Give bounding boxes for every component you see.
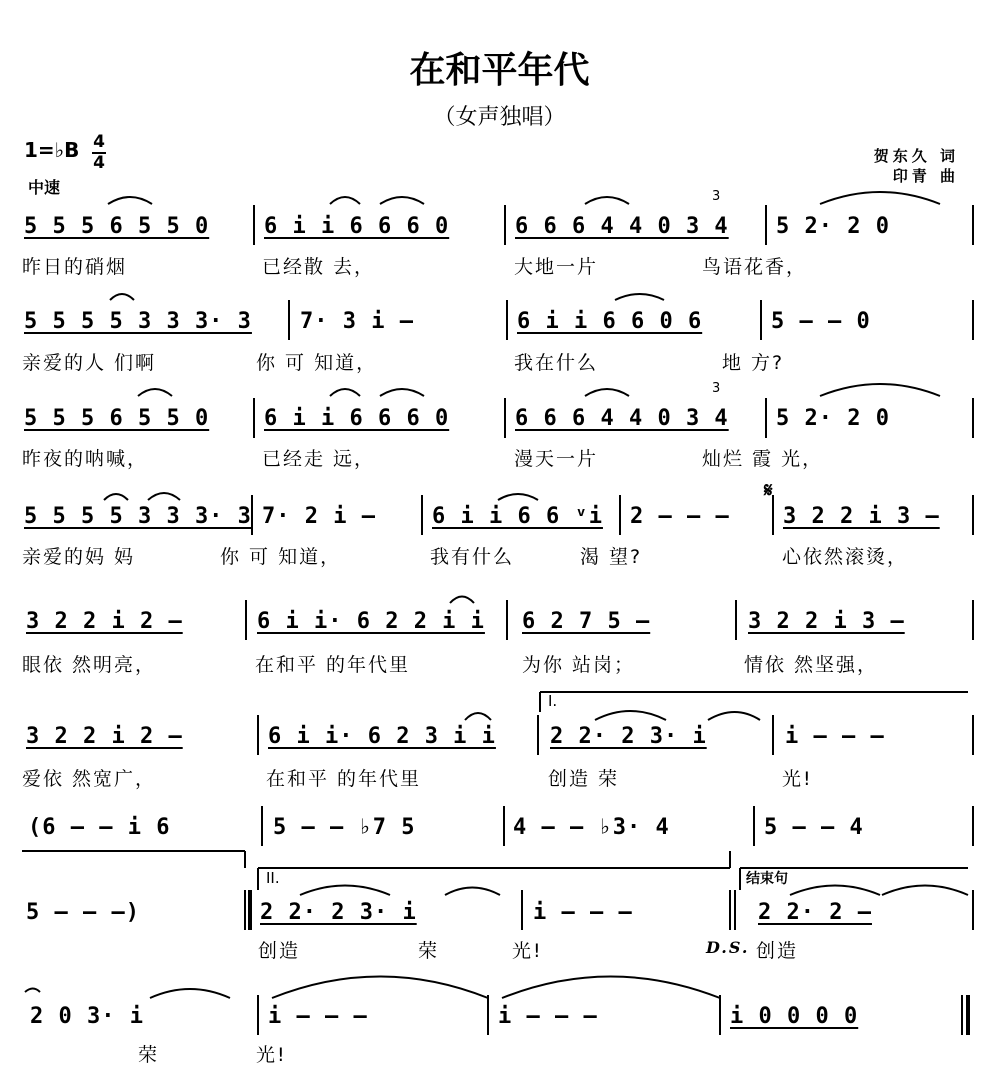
measure-notes: 6 6 6 4 4 0 3 4 xyxy=(515,214,729,239)
lyric: 地 方? xyxy=(722,352,785,374)
lyric: 爱依 然宽广， xyxy=(22,768,157,790)
measure-notes: 5 – – 4 xyxy=(764,815,864,840)
measure-notes: 6 i i 6 6 6 0 xyxy=(264,406,450,431)
lyric: 你 可 知道， xyxy=(256,352,378,374)
composer-credit: 印青 曲 xyxy=(892,167,959,185)
triplet-mark: 3 xyxy=(712,189,721,204)
measure-notes: 5 5 5 5 3 3 3· 3 xyxy=(24,309,252,334)
lyric: 在和平 的年代里 xyxy=(266,768,422,790)
measure-notes: 3 2 2 i 3 – xyxy=(783,504,940,529)
triplet-mark: 3 xyxy=(712,381,721,396)
lyric: 光! xyxy=(512,940,543,962)
dal-segno-mark: D.S. xyxy=(706,938,750,957)
lyric: 荣 xyxy=(418,940,440,962)
lyric: 光! xyxy=(782,768,813,790)
song-subtitle: （女声独唱） xyxy=(433,105,566,130)
lyric: 亲爱的人 们啊 xyxy=(22,352,157,374)
tempo-marking: 中速 xyxy=(28,178,61,197)
lyric: 你 可 知道， xyxy=(220,546,342,568)
measure-notes: 2 2· 2 – xyxy=(758,900,872,925)
measure-notes: 2 0 3· i xyxy=(30,1004,144,1029)
lyric: 大地一片 xyxy=(514,256,599,278)
measure-notes: 2 – – – xyxy=(630,504,730,529)
lyric: 创造 荣 xyxy=(548,768,620,790)
lyric: 在和平 的年代里 xyxy=(255,654,411,676)
measure-notes: i – – – xyxy=(498,1004,598,1029)
lyric: 昨日的硝烟 xyxy=(22,256,128,278)
measure-notes: 5 5 5 6 5 5 0 xyxy=(24,214,210,239)
measure-notes: i – – – xyxy=(533,900,633,925)
lyric: 我有什么 xyxy=(430,546,515,568)
time-sig-bottom: 4 xyxy=(93,153,105,173)
volta-second-label: II. xyxy=(266,869,280,887)
measure-notes: 6 6 6 4 4 0 3 4 xyxy=(515,406,729,431)
measure-notes: 6 i i 6 6 0 6 xyxy=(517,309,703,334)
lyric: 渴 望? xyxy=(580,546,643,568)
volta-first-label: I. xyxy=(548,692,558,710)
measure-notes: i 0 0 0 0 xyxy=(730,1004,859,1029)
lyric: 灿烂 霞 光， xyxy=(702,448,824,470)
lyric: 眼依 然明亮， xyxy=(22,654,157,676)
measure-notes: 5 – – –) xyxy=(26,900,140,925)
lyric: 鸟语花香， xyxy=(702,256,808,278)
lyricist-credit: 贺东久 词 xyxy=(873,147,959,165)
lyric: 光! xyxy=(256,1044,287,1066)
lyric: 荣 xyxy=(138,1044,160,1066)
measure-notes: 6 i i 6 6 6 0 xyxy=(264,214,450,239)
lyric: 情依 然坚强， xyxy=(744,654,879,676)
measure-notes: 5 – – ♭7 5 xyxy=(273,815,416,840)
measure-notes: 3 2 2 i 3 – xyxy=(748,609,905,634)
measure-notes: i – – – xyxy=(785,724,885,749)
measure-notes: i – – – xyxy=(268,1004,368,1029)
lyric: 已经散 去， xyxy=(262,256,376,278)
measure-notes: (6 – – i 6 xyxy=(28,815,171,840)
measure-notes: 3 2 2 i 2 – xyxy=(26,724,183,749)
lyric: 创造 xyxy=(258,940,301,962)
lyric: 心依然滚烫， xyxy=(782,546,909,568)
measure-notes: 6 i i 6 6 ᵛi xyxy=(432,504,603,529)
measure-notes: 2 2· 2 3· i xyxy=(260,900,417,925)
measure-notes: 3 2 2 i 2 – xyxy=(26,609,183,634)
time-sig-top: 4 xyxy=(93,132,105,152)
measure-notes: 6 2 7 5 – xyxy=(522,609,651,634)
lyric: 昨夜的呐喊， xyxy=(22,448,149,470)
song-title: 在和平年代 xyxy=(409,50,590,91)
measure-notes: 5 – – 0 xyxy=(771,309,871,334)
lyric: 为你 站岗； xyxy=(522,654,636,676)
key-signature: 1=♭B xyxy=(24,138,80,162)
measure-notes: 5 5 5 6 5 5 0 xyxy=(24,406,210,431)
measure-notes: 7· 2 i – xyxy=(262,504,376,529)
measure-notes: 4 – – ♭3· 4 xyxy=(513,815,670,840)
lyric: 亲爱的妈 妈 xyxy=(22,546,136,568)
measure-notes: 5 5 5 5 3 3 3· 3 xyxy=(24,504,252,529)
measure-notes: 2 2· 2 3· i xyxy=(550,724,707,749)
lyric: 已经走 远， xyxy=(262,448,376,470)
segno-icon: 𝄋 xyxy=(764,478,773,502)
measure-notes: 6 i i· 6 2 2 i i xyxy=(257,609,485,634)
lyric: 漫天一片 xyxy=(514,448,599,470)
measure-notes: 6 i i· 6 2 3 i i xyxy=(268,724,496,749)
lyric: 我在什么 xyxy=(514,352,599,374)
coda-label: 结束句 xyxy=(746,871,788,887)
lyric: 创造 xyxy=(756,940,799,962)
measure-notes: 7· 3 i – xyxy=(300,309,414,334)
measure-notes: 5 2· 2 0 xyxy=(776,406,890,431)
measure-notes: 5 2· 2 0 xyxy=(776,214,890,239)
